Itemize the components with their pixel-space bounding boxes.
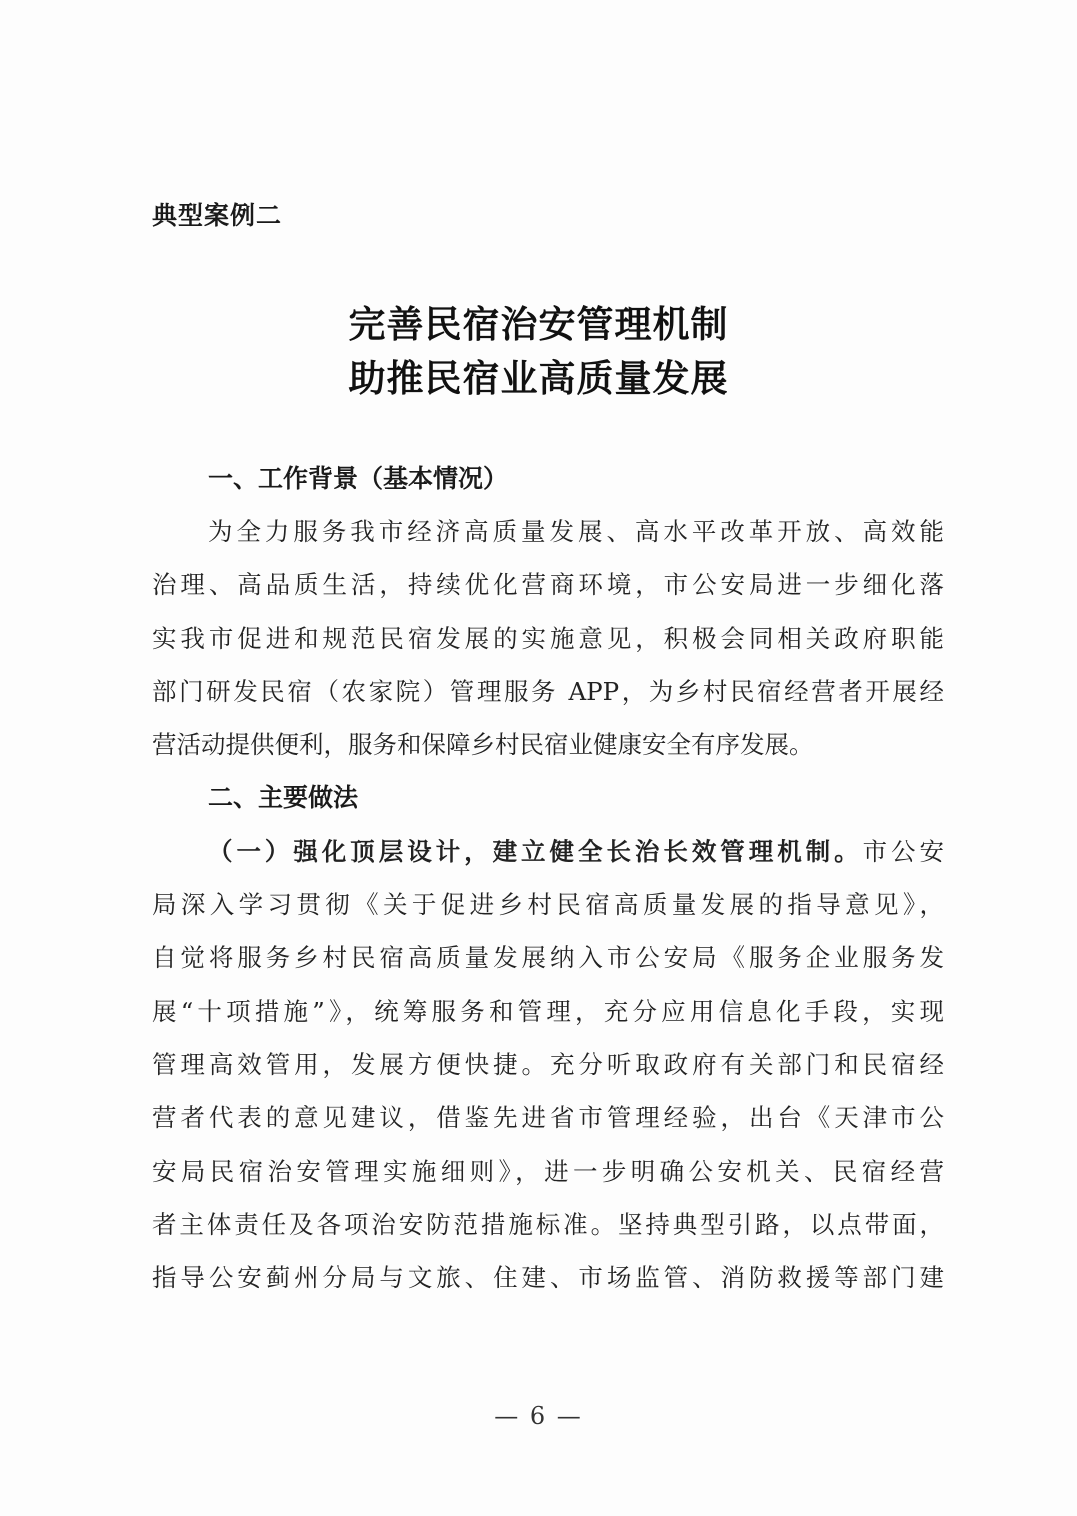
paragraph-line: 安局民宿治安管理实施细则》，进一步明确公安机关、民宿经营: [152, 1156, 944, 1186]
section-heading-background: 一、工作背景（基本情况）: [208, 464, 509, 493]
document-title-line-2: 助推民宿业高质量发展: [348, 356, 729, 400]
paragraph-text: 市公安: [862, 836, 944, 866]
paragraph-line: 实我市促进和规范民宿发展的实施意见，积极会同相关政府职能: [152, 623, 944, 653]
paragraph-line: 者主体责任及各项治安防范措施标准。坚持典型引路，以点带面，: [152, 1209, 944, 1239]
paragraph-line: 营活动提供便利，服务和保障乡村民宿业健康安全有序发展。: [152, 730, 814, 760]
paragraph-line: 部门研发民宿（农家院）管理服务 APP，为乡村民宿经营者开展经: [152, 676, 944, 706]
document-title-line-1: 完善民宿治安管理机制: [348, 302, 729, 346]
paragraph-line: 局深入学习贯彻《关于促进乡村民宿高质量发展的指导意见》，: [152, 890, 944, 920]
subsection-heading: （一）强化顶层设计，建立健全长治长效管理机制。: [208, 836, 863, 866]
subsection-first-line: [152, 825, 944, 878]
paragraph-line: 自觉将服务乡村民宿高质量发展纳入市公安局《服务企业服务发: [152, 943, 944, 973]
paragraph-line: 指导公安蓟州分局与文旅、住建、市场监管、消防救援等部门建: [152, 1263, 944, 1293]
paragraph-line: 为全力服务我市经济高质量发展、高水平改革开放、高效能: [208, 517, 944, 546]
document-body: [152, 505, 944, 1304]
paragraph-line: 展“十项措施”》，统筹服务和管理，充分应用信息化手段，实现: [152, 996, 944, 1026]
section-heading-practices: 二、主要做法: [208, 783, 359, 813]
paragraph-line: 治理、高品质生活，持续优化营商环境，市公安局进一步细化落: [152, 570, 944, 600]
paragraph-line: 管理高效管用，发展方便快捷。充分听取政府有关部门和民宿经: [152, 1049, 944, 1079]
case-label: 典型案例二: [152, 201, 283, 230]
paragraph-line: 营者代表的意见建议，借鉴先进省市管理经验，出台《天津市公: [152, 1103, 944, 1133]
page-number: — 6 —: [494, 1402, 583, 1430]
